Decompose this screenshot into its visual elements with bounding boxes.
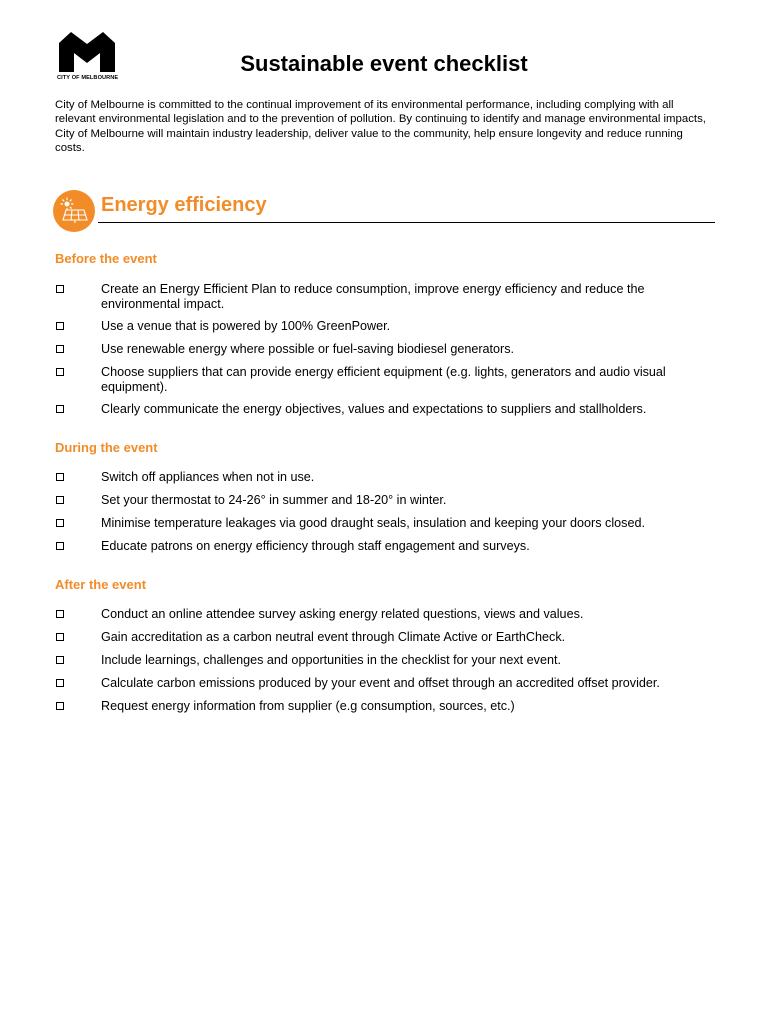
checklist-item-text: Create an Energy Efficient Plan to reduce consumption, improve energy efficiency and reduce the environmental impact.: [101, 282, 645, 311]
checklist-item: [55, 653, 695, 668]
checkbox[interactable]: [56, 679, 64, 687]
page-title: Sustainable event checklist: [240, 51, 528, 76]
after-event-heading: After the event: [55, 577, 147, 592]
checklist-item-text: Use renewable energy where possible or fuel-saving biodiesel generators.: [101, 342, 515, 356]
section-divider: [98, 222, 715, 223]
checkbox[interactable]: [56, 656, 64, 664]
checklist-item: [55, 699, 695, 714]
checklist-item-text: Switch off appliances when not in use.: [101, 470, 315, 484]
checklist-item: [55, 607, 695, 622]
checkbox[interactable]: [56, 702, 64, 710]
checklist-item-text: Gain accreditation as a carbon neutral event through Climate Active or EarthCheck.: [101, 630, 566, 644]
checklist-item: [55, 402, 695, 417]
checkbox[interactable]: [56, 345, 64, 353]
checklist-item-text: Set your thermostat to 24-26° in summer and 18-20° in winter.: [101, 493, 447, 507]
checklist-item-text: Minimise temperature leakages via good draught seals, insulation and keeping your doors closed.: [101, 516, 645, 530]
checkbox[interactable]: [56, 610, 64, 618]
checklist-item-text: Include learnings, challenges and opportunities in the checklist for your next event.: [101, 653, 561, 667]
checklist-item: [55, 282, 695, 312]
checklist-item: [55, 630, 695, 645]
checkbox[interactable]: [56, 285, 64, 293]
solar-panel-icon: [53, 190, 95, 232]
after-event-list: [55, 607, 695, 714]
checklist-item: [55, 539, 695, 554]
checklist-item: [55, 365, 695, 395]
checklist-item: [55, 516, 695, 531]
checklist-item-text: Clearly communicate the energy objectives, values and expectations to suppliers and stallholders.: [101, 402, 647, 416]
checklist-item-text: Choose suppliers that can provide energy efficient equipment (e.g. lights, generators and audio visual equipment).: [101, 365, 666, 394]
before-event-list: [55, 282, 695, 417]
checklist-item-text: Use a venue that is powered by 100% GreenPower.: [101, 319, 391, 333]
intro-paragraph: City of Melbourne is committed to the continual improvement of its environmental performance, including complying with all relevant environmental legislation and to the prevention of pollution. By continuing to identify and manage environmental impacts, City of Melbourne will maintain industry leadership, deliver value to the community, help ensure longevity and reduce running costs.: [55, 99, 706, 155]
checklist-item-text: Calculate carbon emissions produced by your event and offset through an accredited offset provider.: [101, 676, 660, 690]
checklist-item-text: Educate patrons on energy efficiency through staff engagement and surveys.: [101, 539, 530, 553]
checklist-item: [55, 319, 695, 334]
checklist-item: [55, 493, 695, 508]
checklist-item-text: Conduct an online attendee survey asking energy related questions, views and values.: [101, 607, 584, 621]
checkbox[interactable]: [56, 473, 64, 481]
checkbox[interactable]: [56, 519, 64, 527]
checkbox[interactable]: [56, 496, 64, 504]
during-event-list: [55, 470, 695, 554]
before-event-heading: Before the event: [55, 251, 157, 266]
logo-text: CITY OF MELBOURNE: [57, 75, 119, 81]
checkbox[interactable]: [56, 368, 64, 376]
during-event-heading: During the event: [55, 440, 158, 455]
checkbox[interactable]: [56, 633, 64, 641]
checkbox[interactable]: [56, 542, 64, 550]
checkbox[interactable]: [56, 405, 64, 413]
checklist-item-text: Request energy information from supplier (e.g consumption, sources, etc.): [101, 699, 515, 713]
checklist-item: [55, 342, 695, 357]
checkbox[interactable]: [56, 322, 64, 330]
checklist-item: [55, 470, 695, 485]
section-title: Energy efficiency: [101, 194, 267, 216]
checklist-item: [55, 676, 695, 691]
